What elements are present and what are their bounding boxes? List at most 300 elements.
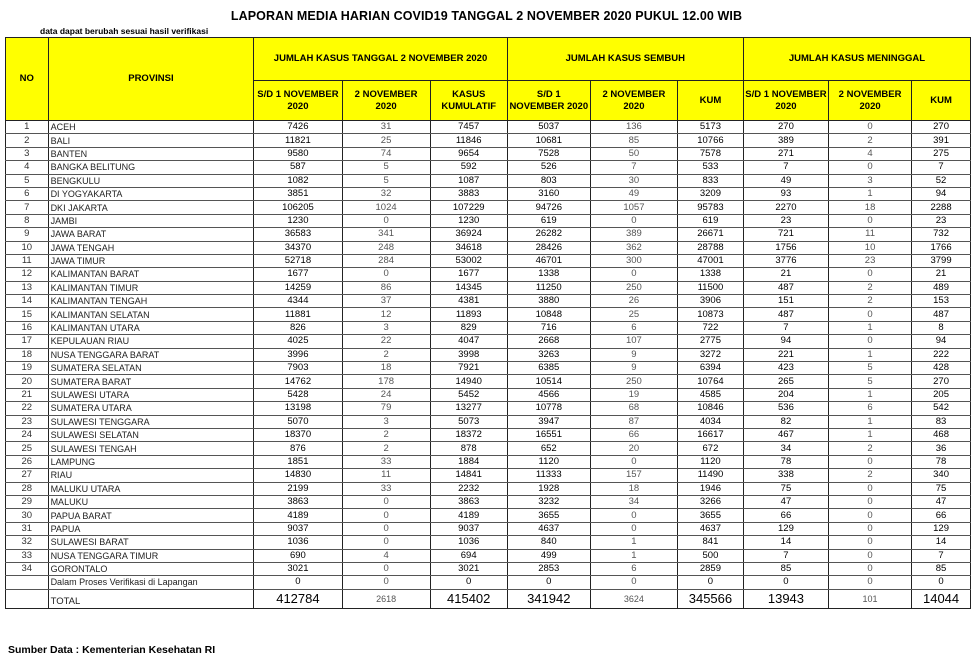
cell-meninggal-today: 1 (829, 428, 912, 441)
table-row (6, 228, 971, 241)
cell-kasus-kum: 1884 (430, 455, 507, 468)
table-row (6, 241, 971, 254)
cell-no: 7 (6, 201, 49, 214)
cell-kasus-kum: 1230 (430, 214, 507, 227)
header-kasus-sd: S/D 1 NOVEMBER 2020 (254, 81, 342, 121)
cell-kasus-sd: 826 (254, 321, 342, 334)
total-sembuh-sd: 341942 (507, 589, 590, 608)
cell-meninggal-today: 11 (829, 228, 912, 241)
cell-kasus-kum: 53002 (430, 254, 507, 267)
table-row (6, 469, 971, 482)
cell-meninggal-sd: 271 (743, 147, 828, 160)
table-row (6, 335, 971, 348)
cell-kasus-today: 18 (342, 362, 430, 375)
cell-kasus-today: 0 (342, 509, 430, 522)
cell-meninggal-today: 5 (829, 362, 912, 375)
cell-sembuh-kum: 4034 (678, 415, 744, 428)
cell-meninggal-today: 2 (829, 442, 912, 455)
cell-no: 33 (6, 549, 49, 562)
cell-kasus-today: 12 (342, 308, 430, 321)
cell-sembuh-kum: 47001 (678, 254, 744, 267)
cell-no: 24 (6, 428, 49, 441)
cell-meninggal-kum: 222 (912, 348, 971, 361)
cell-meninggal-sd: 21 (743, 268, 828, 281)
cell-kasus-sd: 52718 (254, 254, 342, 267)
cell-no: 20 (6, 375, 49, 388)
cell-kasus-sd: 7426 (254, 121, 342, 134)
cell-kasus-today: 25 (342, 134, 430, 147)
cell-provinsi: BANTEN (48, 147, 254, 160)
cell-sembuh-kum: 6394 (678, 362, 744, 375)
cell-meninggal-kum: 275 (912, 147, 971, 160)
cell-provinsi: SULAWESI UTARA (48, 388, 254, 401)
cell-meninggal-sd: 1756 (743, 241, 828, 254)
cell-kasus-today: 3 (342, 321, 430, 334)
cell-kasus-sd: 7903 (254, 362, 342, 375)
cell-kasus-today: 0 (342, 576, 430, 589)
cell-provinsi: PAPUA (48, 522, 254, 535)
cell-meninggal-sd: 47 (743, 495, 828, 508)
table-row (6, 562, 971, 575)
cell-meninggal-today: 0 (829, 214, 912, 227)
cell-sembuh-sd: 10514 (507, 375, 590, 388)
cell-sembuh-today: 157 (590, 469, 677, 482)
table-row (6, 415, 971, 428)
cell-sembuh-today: 0 (590, 576, 677, 589)
cell-kasus-kum: 829 (430, 321, 507, 334)
cell-meninggal-sd: 536 (743, 402, 828, 415)
cell-no: 9 (6, 228, 49, 241)
table-row (6, 295, 971, 308)
cell-no: 29 (6, 495, 49, 508)
cell-kasus-kum: 3883 (430, 187, 507, 200)
cell-meninggal-today: 0 (829, 536, 912, 549)
cell-sembuh-today: 34 (590, 495, 677, 508)
cell-no: 5 (6, 174, 49, 187)
cell-meninggal-sd: 7 (743, 161, 828, 174)
cell-sembuh-kum: 4585 (678, 388, 744, 401)
cell-meninggal-kum: 21 (912, 268, 971, 281)
cell-provinsi: PAPUA BARAT (48, 509, 254, 522)
cell-no: 4 (6, 161, 49, 174)
cell-meninggal-kum: 66 (912, 509, 971, 522)
cell-kasus-kum: 3998 (430, 348, 507, 361)
cell-kasus-kum: 592 (430, 161, 507, 174)
cell-kasus-sd: 1082 (254, 174, 342, 187)
cell-meninggal-sd: 487 (743, 308, 828, 321)
cell-kasus-today: 248 (342, 241, 430, 254)
table-row (6, 147, 971, 160)
cell-kasus-kum: 1677 (430, 268, 507, 281)
cell-no: 25 (6, 442, 49, 455)
cell-kasus-sd: 1677 (254, 268, 342, 281)
cell-kasus-kum: 4381 (430, 295, 507, 308)
cell-kasus-sd: 13198 (254, 402, 342, 415)
cell-meninggal-sd: 34 (743, 442, 828, 455)
cell-provinsi: BANGKA BELITUNG (48, 161, 254, 174)
cell-kasus-sd: 9037 (254, 522, 342, 535)
cell-kasus-kum: 11893 (430, 308, 507, 321)
header-kasus-kum: KASUS KUMULATIF (430, 81, 507, 121)
cell-sembuh-kum: 3209 (678, 187, 744, 200)
cell-sembuh-today: 389 (590, 228, 677, 241)
cell-meninggal-sd: 265 (743, 375, 828, 388)
cell-no: 19 (6, 362, 49, 375)
cell-provinsi: KEPULAUAN RIAU (48, 335, 254, 348)
cell-sembuh-kum: 7578 (678, 147, 744, 160)
cell-sembuh-sd: 6385 (507, 362, 590, 375)
cell-no: 18 (6, 348, 49, 361)
cell-kasus-kum: 34618 (430, 241, 507, 254)
cell-meninggal-kum: 340 (912, 469, 971, 482)
cell-kasus-kum: 694 (430, 549, 507, 562)
cell-provinsi: SULAWESI TENGGARA (48, 415, 254, 428)
cell-sembuh-today: 9 (590, 362, 677, 375)
report-subtitle: data dapat berubah sesuai hasil verifikasi (40, 26, 209, 36)
cell-sembuh-today: 250 (590, 375, 677, 388)
cell-kasus-sd: 2199 (254, 482, 342, 495)
cell-provinsi: SULAWESI BARAT (48, 536, 254, 549)
cell-kasus-sd: 1230 (254, 214, 342, 227)
cell-sembuh-kum: 1338 (678, 268, 744, 281)
cell-kasus-today: 0 (342, 268, 430, 281)
header-provinsi: PROVINSI (48, 38, 254, 121)
cell-no: 12 (6, 268, 49, 281)
cell-provinsi: GORONTALO (48, 562, 254, 575)
cell-kasus-kum: 1087 (430, 174, 507, 187)
cell-sembuh-sd: 5037 (507, 121, 590, 134)
cell-meninggal-sd: 94 (743, 335, 828, 348)
cell-kasus-kum: 13277 (430, 402, 507, 415)
cell-kasus-today: 178 (342, 375, 430, 388)
cell-no (6, 576, 49, 589)
cell-provinsi: SUMATERA UTARA (48, 402, 254, 415)
cell-provinsi: SULAWESI SELATAN (48, 428, 254, 441)
table-row (6, 134, 971, 147)
cell-no: 17 (6, 335, 49, 348)
cell-kasus-sd: 587 (254, 161, 342, 174)
header-group-kasus: JUMLAH KASUS TANGGAL 2 NOVEMBER 2020 (254, 38, 507, 81)
table-row (6, 254, 971, 267)
cell-sembuh-kum: 833 (678, 174, 744, 187)
cell-provinsi: BENGKULU (48, 174, 254, 187)
table-row (6, 321, 971, 334)
cell-provinsi: SULAWESI TENGAH (48, 442, 254, 455)
cell-meninggal-today: 1 (829, 415, 912, 428)
cell-kasus-today: 2 (342, 348, 430, 361)
cell-meninggal-kum: 542 (912, 402, 971, 415)
cell-meninggal-today: 1 (829, 321, 912, 334)
cell-sembuh-today: 87 (590, 415, 677, 428)
cell-sembuh-today: 68 (590, 402, 677, 415)
cell-meninggal-kum: 14 (912, 536, 971, 549)
cell-no: 31 (6, 522, 49, 535)
cell-meninggal-today: 10 (829, 241, 912, 254)
cell-sembuh-kum: 3655 (678, 509, 744, 522)
cell-kasus-kum: 14345 (430, 281, 507, 294)
cell-provinsi: KALIMANTAN TENGAH (48, 295, 254, 308)
cell-meninggal-sd: 82 (743, 415, 828, 428)
cell-sembuh-sd: 803 (507, 174, 590, 187)
cell-kasus-sd: 3851 (254, 187, 342, 200)
cell-no: 3 (6, 147, 49, 160)
cell-sembuh-kum: 10764 (678, 375, 744, 388)
table-row (6, 428, 971, 441)
table-row (6, 362, 971, 375)
cell-sembuh-sd: 3160 (507, 187, 590, 200)
cell-sembuh-sd: 10848 (507, 308, 590, 321)
table-row (6, 536, 971, 549)
cell-no: 16 (6, 321, 49, 334)
cell-no: 15 (6, 308, 49, 321)
cell-meninggal-today: 0 (829, 549, 912, 562)
cell-no: 30 (6, 509, 49, 522)
cell-kasus-sd: 876 (254, 442, 342, 455)
cell-meninggal-today: 0 (829, 576, 912, 589)
cell-meninggal-sd: 85 (743, 562, 828, 575)
cell-sembuh-kum: 5173 (678, 121, 744, 134)
total-meninggal-sd: 13943 (743, 589, 828, 608)
cell-provinsi: JAWA BARAT (48, 228, 254, 241)
cell-no: 8 (6, 214, 49, 227)
cell-meninggal-kum: 489 (912, 281, 971, 294)
cell-sembuh-sd: 2668 (507, 335, 590, 348)
table-row (6, 214, 971, 227)
cell-provinsi: NUSA TENGGARA BARAT (48, 348, 254, 361)
cell-sembuh-kum: 10846 (678, 402, 744, 415)
cell-kasus-today: 5 (342, 174, 430, 187)
cell-sembuh-sd: 3232 (507, 495, 590, 508)
cell-kasus-sd: 14259 (254, 281, 342, 294)
cell-no: 2 (6, 134, 49, 147)
total-sembuh-today: 3624 (590, 589, 677, 608)
cell-sembuh-sd: 3263 (507, 348, 590, 361)
cell-sembuh-sd: 619 (507, 214, 590, 227)
cell-kasus-today: 11 (342, 469, 430, 482)
cell-meninggal-kum: 23 (912, 214, 971, 227)
cell-meninggal-today: 2 (829, 469, 912, 482)
cell-sembuh-today: 1 (590, 549, 677, 562)
cell-sembuh-sd: 526 (507, 161, 590, 174)
table-row (6, 187, 971, 200)
cell-provinsi: JAWA TIMUR (48, 254, 254, 267)
cell-kasus-kum: 4047 (430, 335, 507, 348)
cell-kasus-today: 2 (342, 428, 430, 441)
cell-kasus-kum: 5073 (430, 415, 507, 428)
table-row (6, 388, 971, 401)
cell-meninggal-kum: 0 (912, 576, 971, 589)
cell-sembuh-sd: 716 (507, 321, 590, 334)
cell-kasus-kum: 0 (430, 576, 507, 589)
cell-provinsi: RIAU (48, 469, 254, 482)
cell-kasus-sd: 18370 (254, 428, 342, 441)
header-meninggal-sd: S/D 1 NOVEMBER 2020 (743, 81, 828, 121)
cell-meninggal-kum: 83 (912, 415, 971, 428)
cell-meninggal-kum: 391 (912, 134, 971, 147)
cell-provinsi: SUMATERA SELATAN (48, 362, 254, 375)
cell-provinsi: KALIMANTAN SELATAN (48, 308, 254, 321)
report-title: LAPORAN MEDIA HARIAN COVID19 TANGGAL 2 NOVEMBER 2020 PUKUL 12.00 WIB (230, 9, 743, 23)
cell-provinsi: ACEH (48, 121, 254, 134)
cell-meninggal-kum: 468 (912, 428, 971, 441)
cell-meninggal-kum: 732 (912, 228, 971, 241)
cell-meninggal-kum: 94 (912, 187, 971, 200)
table-row (6, 281, 971, 294)
table-row (6, 522, 971, 535)
cell-provinsi: JAMBI (48, 214, 254, 227)
cell-sembuh-today: 49 (590, 187, 677, 200)
cell-kasus-today: 0 (342, 536, 430, 549)
cell-sembuh-kum: 16617 (678, 428, 744, 441)
cell-kasus-today: 22 (342, 335, 430, 348)
cell-sembuh-sd: 0 (507, 576, 590, 589)
cell-meninggal-today: 1 (829, 187, 912, 200)
cell-meninggal-today: 0 (829, 562, 912, 575)
cell-sembuh-kum: 95783 (678, 201, 744, 214)
cell-sembuh-kum: 841 (678, 536, 744, 549)
cell-sembuh-sd: 3880 (507, 295, 590, 308)
cell-sembuh-today: 0 (590, 509, 677, 522)
cell-sembuh-kum: 26671 (678, 228, 744, 241)
table-row (6, 576, 971, 589)
cell-sembuh-sd: 10681 (507, 134, 590, 147)
cell-kasus-sd: 1036 (254, 536, 342, 549)
cell-meninggal-sd: 78 (743, 455, 828, 468)
cell-meninggal-sd: 338 (743, 469, 828, 482)
cell-sembuh-today: 19 (590, 388, 677, 401)
table-row (6, 121, 971, 134)
total-kasus-kum: 415402 (430, 589, 507, 608)
cell-provinsi: DI YOGYAKARTA (48, 187, 254, 200)
cell-sembuh-sd: 11333 (507, 469, 590, 482)
header-group-row (6, 38, 971, 81)
cell-sembuh-today: 0 (590, 214, 677, 227)
cell-kasus-kum: 3021 (430, 562, 507, 575)
cell-kasus-kum: 1036 (430, 536, 507, 549)
cell-kasus-sd: 106205 (254, 201, 342, 214)
cell-provinsi: BALI (48, 134, 254, 147)
cell-kasus-kum: 9654 (430, 147, 507, 160)
cell-sembuh-today: 50 (590, 147, 677, 160)
cell-no: 14 (6, 295, 49, 308)
cell-sembuh-today: 26 (590, 295, 677, 308)
cell-meninggal-kum: 3799 (912, 254, 971, 267)
table-row (6, 442, 971, 455)
cell-kasus-sd: 36583 (254, 228, 342, 241)
cell-no: 32 (6, 536, 49, 549)
cell-kasus-today: 33 (342, 455, 430, 468)
table-row (6, 495, 971, 508)
cell-kasus-kum: 2232 (430, 482, 507, 495)
cell-sembuh-kum: 3272 (678, 348, 744, 361)
cell-kasus-sd: 4025 (254, 335, 342, 348)
cell-kasus-kum: 3863 (430, 495, 507, 508)
cell-kasus-today: 1024 (342, 201, 430, 214)
cell-kasus-kum: 14841 (430, 469, 507, 482)
cell-meninggal-sd: 3776 (743, 254, 828, 267)
cell-meninggal-kum: 1766 (912, 241, 971, 254)
cell-no: 26 (6, 455, 49, 468)
cell-meninggal-kum: 153 (912, 295, 971, 308)
covid-report-table (5, 37, 971, 609)
cell-kasus-kum: 878 (430, 442, 507, 455)
table-row (6, 455, 971, 468)
cell-provinsi: JAWA TENGAH (48, 241, 254, 254)
table-row (6, 509, 971, 522)
cell-provinsi: MALUKU UTARA (48, 482, 254, 495)
cell-meninggal-today: 0 (829, 455, 912, 468)
cell-meninggal-sd: 7 (743, 321, 828, 334)
cell-kasus-kum: 14940 (430, 375, 507, 388)
cell-meninggal-sd: 487 (743, 281, 828, 294)
cell-no: 28 (6, 482, 49, 495)
cell-sembuh-sd: 2853 (507, 562, 590, 575)
cell-sembuh-kum: 28788 (678, 241, 744, 254)
cell-kasus-today: 24 (342, 388, 430, 401)
cell-provinsi: MALUKU (48, 495, 254, 508)
header-sembuh-kum: KUM (678, 81, 744, 121)
cell-sembuh-today: 6 (590, 321, 677, 334)
cell-meninggal-today: 5 (829, 375, 912, 388)
cell-sembuh-today: 0 (590, 268, 677, 281)
cell-kasus-today: 3 (342, 415, 430, 428)
cell-kasus-sd: 11881 (254, 308, 342, 321)
cell-sembuh-kum: 10766 (678, 134, 744, 147)
cell-sembuh-today: 9 (590, 348, 677, 361)
cell-kasus-today: 2 (342, 442, 430, 455)
cell-sembuh-sd: 4566 (507, 388, 590, 401)
cell-provinsi: DKI JAKARTA (48, 201, 254, 214)
cell-kasus-today: 0 (342, 214, 430, 227)
cell-meninggal-kum: 270 (912, 375, 971, 388)
cell-meninggal-today: 18 (829, 201, 912, 214)
cell-sembuh-today: 6 (590, 562, 677, 575)
header-meninggal-kum: KUM (912, 81, 971, 121)
cell-meninggal-today: 0 (829, 482, 912, 495)
cell-sembuh-kum: 1120 (678, 455, 744, 468)
cell-meninggal-today: 4 (829, 147, 912, 160)
cell-meninggal-sd: 467 (743, 428, 828, 441)
cell-sembuh-sd: 16551 (507, 428, 590, 441)
cell-sembuh-kum: 11500 (678, 281, 744, 294)
cell-kasus-kum: 18372 (430, 428, 507, 441)
cell-meninggal-sd: 75 (743, 482, 828, 495)
cell-sembuh-sd: 1338 (507, 268, 590, 281)
header-kasus-today: 2 NOVEMBER 2020 (342, 81, 430, 121)
cell-provinsi: KALIMANTAN TIMUR (48, 281, 254, 294)
cell-kasus-today: 79 (342, 402, 430, 415)
table-row (6, 161, 971, 174)
cell-kasus-sd: 34370 (254, 241, 342, 254)
cell-sembuh-today: 0 (590, 522, 677, 535)
cell-sembuh-today: 20 (590, 442, 677, 455)
cell-meninggal-sd: 151 (743, 295, 828, 308)
header-group-meninggal: JUMLAH KASUS MENINGGAL (743, 38, 970, 81)
cell-kasus-sd: 3021 (254, 562, 342, 575)
header-sembuh-sd: S/D 1 NOVEMBER 2020 (507, 81, 590, 121)
cell-kasus-kum: 107229 (430, 201, 507, 214)
cell-kasus-today: 37 (342, 295, 430, 308)
cell-meninggal-kum: 487 (912, 308, 971, 321)
cell-kasus-sd: 14830 (254, 469, 342, 482)
cell-meninggal-kum: 85 (912, 562, 971, 575)
cell-meninggal-today: 0 (829, 509, 912, 522)
cell-kasus-sd: 5428 (254, 388, 342, 401)
cell-sembuh-today: 18 (590, 482, 677, 495)
cell-sembuh-sd: 7528 (507, 147, 590, 160)
cell-kasus-sd: 4189 (254, 509, 342, 522)
cell-sembuh-today: 7 (590, 161, 677, 174)
